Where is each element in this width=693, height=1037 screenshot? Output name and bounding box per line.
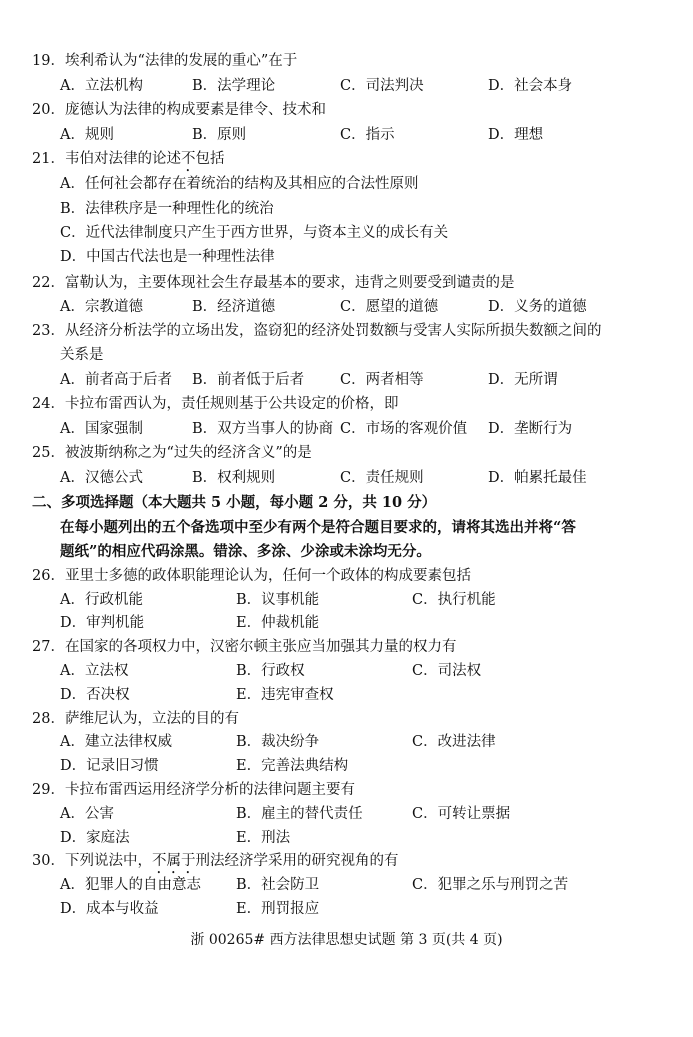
q28-option-e: E．完善法典结构 bbox=[236, 758, 349, 774]
q21-option-a: A．任何社会都存在着统治的结构及其相应的合法性原则 bbox=[60, 176, 419, 192]
q30-option-c: C．犯罪之乐与刑罚之苦 bbox=[412, 877, 569, 893]
q24-option-d: D．垄断行为 bbox=[488, 421, 573, 437]
q20-option-d: D．理想 bbox=[488, 127, 544, 143]
q24-option-a: A．国家强制 bbox=[60, 421, 143, 437]
q22-option-c: C．愿望的道德 bbox=[340, 299, 439, 315]
q23-option-c: C．两者相等 bbox=[340, 372, 424, 388]
emphasis-text: 不属于 bbox=[151, 853, 196, 869]
q19-option-c: C．司法判决 bbox=[340, 78, 424, 94]
q20-option-a: A．规则 bbox=[60, 127, 114, 143]
question-19: 19．埃利希认为“法律的发展的重心”在于 bbox=[32, 53, 298, 69]
q27-option-a: A．立法权 bbox=[60, 663, 129, 679]
q25-option-d: D．帕累托最佳 bbox=[488, 470, 587, 486]
q23-option-a: A．前者高于后者 bbox=[60, 372, 172, 388]
emphasis-text: 不 bbox=[180, 151, 196, 167]
q19-option-b: B．法学理论 bbox=[192, 78, 276, 94]
q29-option-e: E．刑法 bbox=[236, 830, 291, 846]
q19-option-d: D．社会本身 bbox=[488, 78, 573, 94]
section-2-instruction-line-2: 题纸”的相应代码涂黑。错涂、多涂、少涂或未涂均无分。 bbox=[60, 543, 431, 560]
page-footer: 浙 00265# 西方法律思想史试题 第 3 页(共 4 页) bbox=[190, 932, 503, 948]
question-20: 20．庞德认为法律的构成要素是律令、技术和 bbox=[32, 102, 326, 118]
q21-option-c: C．近代法律制度只产生于西方世界，与资本主义的成长有关 bbox=[60, 225, 449, 241]
q28-option-d: D．记录旧习惯 bbox=[60, 758, 159, 774]
q30-option-a: A．犯罪人的自由意志 bbox=[60, 877, 201, 893]
q28-option-c: C．改进法律 bbox=[412, 734, 496, 750]
q29-option-d: D．家庭法 bbox=[60, 830, 130, 846]
question-23: 23．从经济分析法学的立场出发，盗窃犯的经济处罚数额与受害人实际所损失数额之间的 bbox=[32, 323, 602, 339]
question-22: 22．富勒认为，主要体现社会生存最基本的要求，违背之则要受到谴责的是 bbox=[32, 275, 515, 291]
q29-option-a: A．公害 bbox=[60, 806, 114, 822]
q25-option-b: B．权利规则 bbox=[192, 470, 276, 486]
q27-option-d: D．否决权 bbox=[60, 687, 130, 703]
q25-option-a: A．汉德公式 bbox=[60, 470, 143, 486]
q27-option-b: B．行政权 bbox=[236, 663, 305, 679]
q19-option-a: A．立法机构 bbox=[60, 78, 143, 94]
question-25: 25．被波斯纳称之为“过失的经济含义”的是 bbox=[32, 445, 312, 461]
q23-option-d: D．无所谓 bbox=[488, 372, 558, 388]
q22-option-d: D．义务的道德 bbox=[488, 299, 587, 315]
q22-option-b: B．经济道德 bbox=[192, 299, 276, 315]
q24-option-b: B．双方当事人的协商 bbox=[192, 421, 334, 437]
q27-option-c: C．司法权 bbox=[412, 663, 482, 679]
question-23-continued: 关系是 bbox=[60, 347, 104, 363]
question-28: 28．萨维尼认为，立法的目的有 bbox=[32, 711, 239, 727]
q29-option-c: C．可转让票据 bbox=[412, 806, 511, 822]
q29-option-b: B．雇主的替代责任 bbox=[236, 806, 363, 822]
q25-option-c: C．责任规则 bbox=[340, 470, 424, 486]
question-24: 24．卡拉布雷西认为，责任规则基于公共设定的价格，即 bbox=[32, 396, 399, 412]
section-2-instruction-line-1: 在每小题列出的五个备选项中至少有两个是符合题目要求的，请将其选出并将“答 bbox=[60, 519, 576, 536]
q26-option-a: A．行政机能 bbox=[60, 592, 143, 608]
question-27: 27．在国家的各项权力中，汉密尔顿主张应当加强其力量的权力有 bbox=[32, 639, 457, 655]
question-29: 29．卡拉布雷西运用经济学分析的法律问题主要有 bbox=[32, 782, 355, 798]
question-26: 26．亚里士多德的政体职能理论认为，任何一个政体的构成要素包括 bbox=[32, 568, 471, 584]
q28-option-b: B．裁决纷争 bbox=[236, 734, 320, 750]
q28-option-a: A．建立法律权威 bbox=[60, 734, 172, 750]
q22-option-a: A．宗教道德 bbox=[60, 299, 143, 315]
q21-option-d: D．中国古代法也是一种理性法律 bbox=[60, 249, 275, 265]
q30-option-b: B．社会防卫 bbox=[236, 877, 320, 893]
q26-option-c: C．执行机能 bbox=[412, 592, 496, 608]
q24-option-c: C．市场的客观价值 bbox=[340, 421, 468, 437]
q20-option-b: B．原则 bbox=[192, 127, 247, 143]
q21-option-b: B．法律秩序是一种理性化的统治 bbox=[60, 201, 274, 217]
q26-option-d: D．审判机能 bbox=[60, 615, 145, 631]
q30-option-e: E．刑罚报应 bbox=[236, 901, 320, 917]
q26-option-e: E．仲裁机能 bbox=[236, 615, 320, 631]
question-21: 21．韦伯对法律的论述不包括 bbox=[32, 151, 225, 167]
q27-option-e: E．违宪审查权 bbox=[236, 687, 334, 703]
question-30: 30．下列说法中，不属于刑法经济学采用的研究视角的有 bbox=[32, 853, 399, 869]
q30-option-d: D．成本与收益 bbox=[60, 901, 159, 917]
q26-option-b: B．议事机能 bbox=[236, 592, 320, 608]
q20-option-c: C．指示 bbox=[340, 127, 395, 143]
q23-option-b: B．前者低于后者 bbox=[192, 372, 305, 388]
section-2-title: 二、多项选择题（本大题共 5 小题，每小题 2 分，共 10 分） bbox=[32, 494, 437, 511]
